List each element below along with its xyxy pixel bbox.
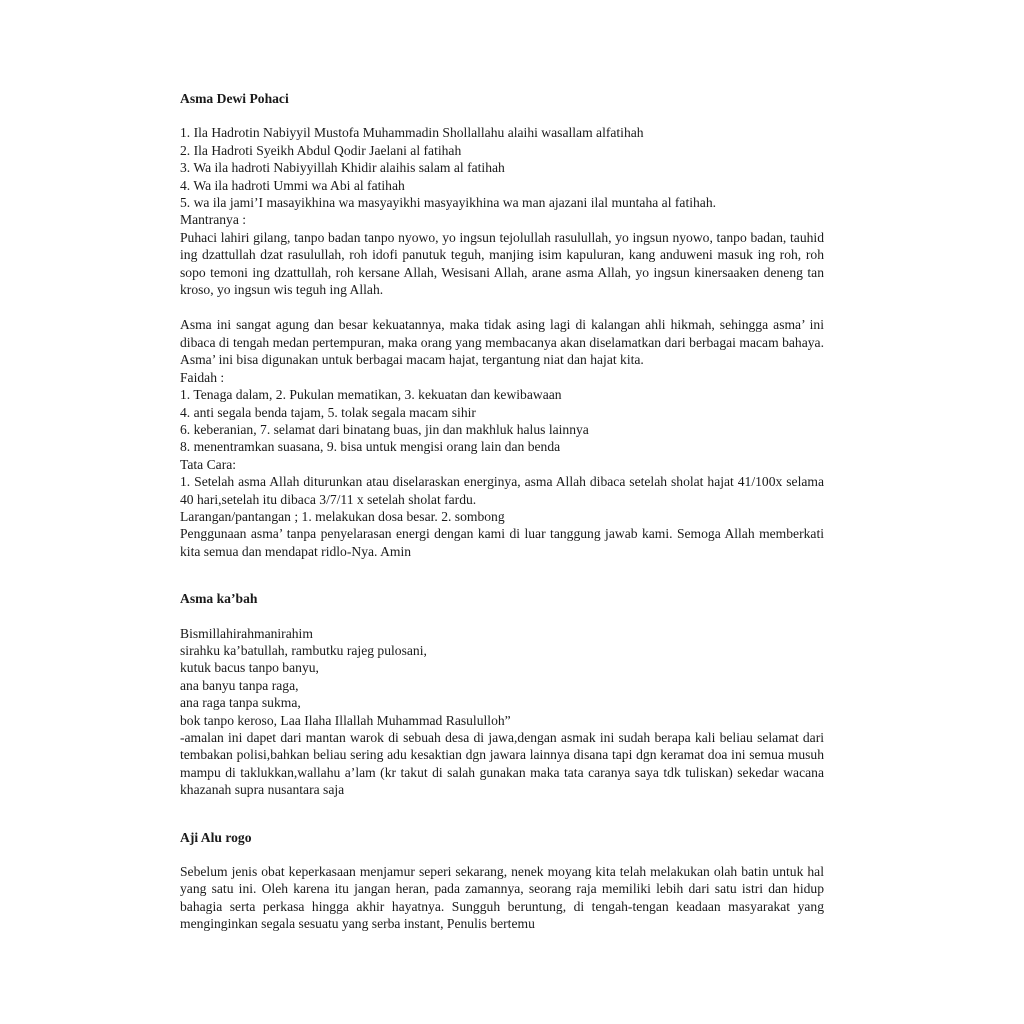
- verse-line: kutuk bacus tanpo banyu,: [180, 660, 319, 676]
- faidah-item: 4. anti segala benda tajam, 5. tolak segala macam sihir: [180, 404, 476, 420]
- note-paragraph: -amalan ini dapet dari mantan warok di sebuah desa di jawa,dengan asmak ini sudah berapa kali beliau selamat dari tembakan polisi,bahkan beliau sering adu kesaktian dgn jawara lainnya disana tapi dgn keramat doa ini semua musuh mampu di taklukkan,wallahu a’lam (kr takut di salah gunakan maka tata caranya saya tdk tuliskan) sekedar wacana khazanah supra nusantara saja: [180, 730, 824, 798]
- verse-line: bok tanpo keroso, Laa Ilaha Illallah Muhammad Rasululloh”: [180, 712, 511, 728]
- list-item: 2. Ila Hadroti Syeikh Abdul Qodir Jaelani al fatihah: [180, 142, 462, 158]
- faidah-item: 8. menentramkan suasana, 9. bisa untuk mengisi orang lain dan benda: [180, 439, 561, 455]
- verse-line: Bismillahirahmanirahim: [180, 625, 313, 641]
- description-paragraph: Asma ini sangat agung dan besar kekuatannya, maka tidak asing lagi di kalangan ahli hikmah, sehingga asma’ ini dibaca di tengah medan pertempuran, maka orang yang membacanya akan diselamatkan dari berbagai macam bahaya. Asma’ ini bisa digunakan untuk berbagai macam hajat, tergantung niat dan hajat kita.: [180, 317, 824, 368]
- list-item: 4. Wa ila hadroti Ummi wa Abi al fatihah: [180, 177, 405, 193]
- list-item: 5. wa ila jami’I masayikhina wa masyayikhi masyayikhina wa man ajazani ilal muntaha al fatihah.: [180, 195, 717, 211]
- faidah-item: 1. Tenaga dalam, 2. Pukulan mematikan, 3. kekuatan dan kewibawaan: [180, 387, 562, 403]
- list-item: 3. Wa ila hadroti Nabiyyillah Khidir alaihis salam al fatihah: [180, 160, 505, 176]
- verse-line: ana raga tanpa sukma,: [180, 695, 301, 711]
- mantra-paragraph: Puhaci lahiri gilang, tanpo badan tanpo nyowo, yo ingsun tejolullah rasulullah, yo ingsun nyowo, tanpo badan, tauhid ing dzattullah dzat rasulullah, roh idofi panutuk teguh, manjing isim kapuluran, kang anduweni masuk ing roh, roh sopo temoni ing dzattullah, roh kersane Allah, Wesisani Allah, arane asma Allah, yo ingsun kinersaaken deneng tan kroso, yo ingsun wis teguh ing Allah.: [180, 229, 824, 298]
- mantra-label: Mantranya :: [180, 212, 247, 228]
- faidah-label: Faidah :: [180, 369, 225, 385]
- section-title-asma-dewi-pohaci: Asma Dewi Pohaci: [180, 91, 289, 106]
- tata-cara-paragraph: 1. Setelah asma Allah diturunkan atau diselaraskan energinya, asma Allah dibaca setelah sholat hajat 41/100x selama 40 hari,setelah itu dibaca 3/7/11 x setelah sholat fardu.: [180, 474, 824, 507]
- verse-line: ana banyu tanpa raga,: [180, 677, 299, 693]
- faidah-item: 6. keberanian, 7. selamat dari binatang buas, jin dan makhluk halus lainnya: [180, 421, 589, 437]
- list-item: 1. Ila Hadrotin Nabiyyil Mustofa Muhammadin Shollallahu alaihi wasallam alfatihah: [180, 125, 644, 141]
- body-paragraph: Sebelum jenis obat keperkasaan menjamur seperi sekarang, nenek moyang kita telah melakukan olah batin untuk hal yang satu ini. Oleh karena itu jangan heran, pada zamannya, seorang raja memiliki lebih dari satu istri dan hidup bahagia serta perkasa hingga akhir hayatnya. Sungguh beruntung, di tengah-tengan keadaan masyarakat yang menginginkan segala sesuatu yang serba instant, Penulis bertemu: [180, 864, 824, 932]
- tata-cara-label: Tata Cara:: [180, 456, 237, 472]
- section-title-aji-alu-rogo: Aji Alu rogo: [180, 829, 252, 845]
- larangan-line: Larangan/pantangan ; 1. melakukan dosa besar. 2. sombong: [180, 508, 505, 524]
- disclaimer-paragraph: Penggunaan asma’ tanpa penyelarasan energi dengan kami di luar tanggung jawab kami. Semoga Allah memberkati kita semua dan mendapat ridlo-Nya. Amin: [180, 526, 824, 559]
- section-title-asma-kabah: Asma ka’bah: [180, 591, 258, 607]
- verse-line: sirahku ka’batullah, rambutku rajeg pulosani,: [180, 642, 427, 658]
